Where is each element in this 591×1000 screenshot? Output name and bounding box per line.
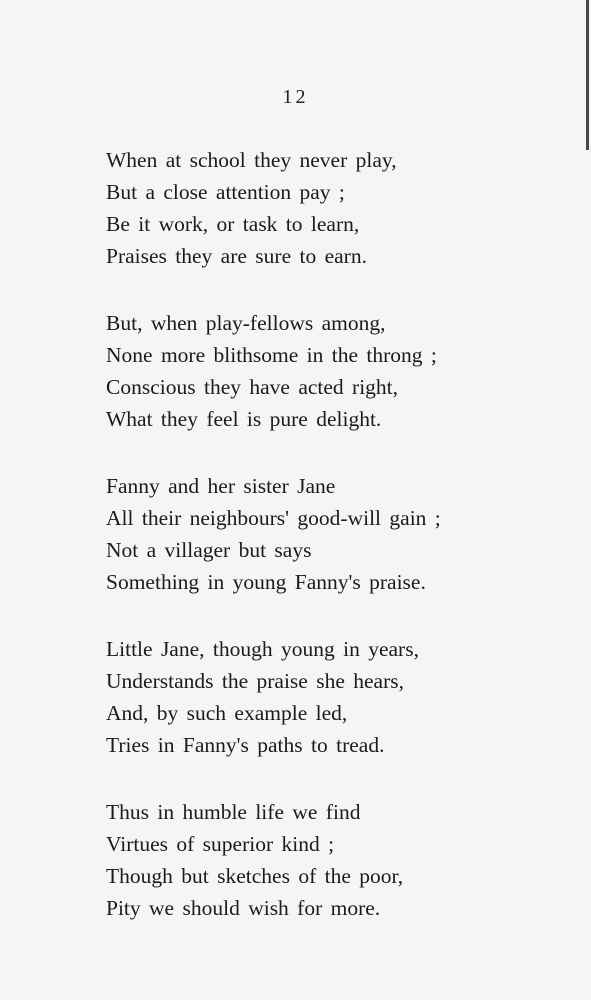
stanza-4 [106,633,566,761]
poem-line: Virtues of superior kind ; [106,832,335,856]
poem-line: But, when play-fellows among, [106,311,386,335]
poem-line: Thus in humble life we find [106,800,361,824]
poem-line: Something in young Fanny's praise. [106,570,426,594]
page-edge-line [586,0,589,150]
poem-line: None more blithsome in the throng ; [106,343,437,367]
poem-line: Though but sketches of the poor, [106,864,404,888]
poem-line: Fanny and her sister Jane [106,474,336,498]
poem-line: Tries in Fanny's paths to tread. [106,733,385,757]
poem-line: What they feel is pure delight. [106,407,382,431]
poem-line: Not a villager but says [106,538,312,562]
poem-line: Understands the praise she hears, [106,669,404,693]
poem-line: Be it work, or task to learn, [106,212,360,236]
poem-line: All their neighbours' good-will gain ; [106,506,441,530]
poem-line: But a close attention pay ; [106,180,345,204]
stanza-1 [106,144,566,272]
stanza-3 [106,470,566,598]
stanza-2 [106,307,566,435]
poem-line: Pity we should wish for more. [106,896,381,920]
page-number: 12 [282,86,309,108]
poem [106,144,566,959]
poem-line: And, by such example led, [106,701,348,725]
poem-line: When at school they never play, [106,148,397,172]
poem-line: Conscious they have acted right, [106,375,399,399]
poem-line: Little Jane, though young in years, [106,637,419,661]
poem-line: Praises they are sure to earn. [106,244,367,268]
stanza-5 [106,796,566,924]
